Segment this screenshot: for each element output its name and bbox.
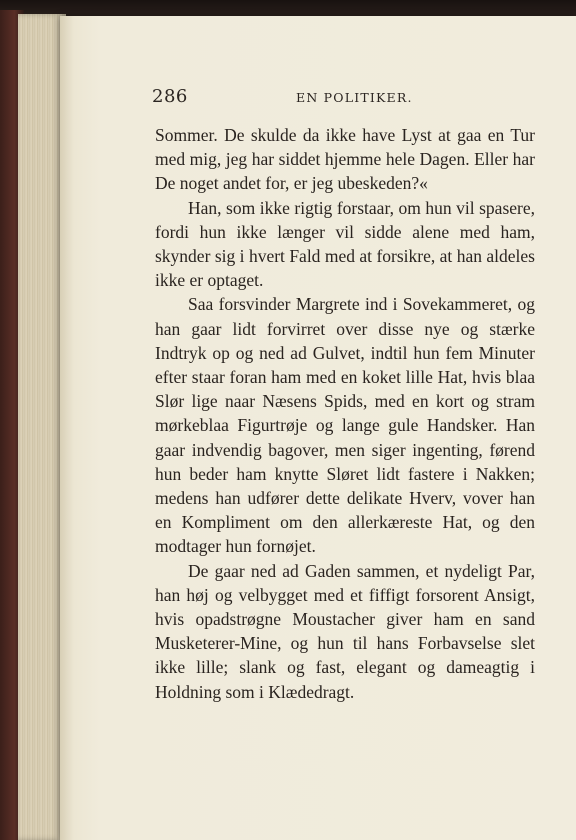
paragraph-4: De gaar ned ad Gaden sammen, et nydeligt Par, han høj og velbygget med et fiffigt forsorent Ansigt, hvis opadstrøgne Moustacher giver ham en sand Musketerer-Mine, og hun til hans Forbavselse slet ikke lille; slank og fast, elegant og dameagtig i Holdning som i Klædedragt.: [155, 560, 535, 702]
paragraph-1: Sommer. De skulde da ikke have Lyst at gaa en Tur med mig, jeg har siddet hjemme hele Dagen. Eller har De noget andet for, er jeg ubeskeden?«: [155, 125, 535, 194]
page-header: [152, 86, 532, 110]
paragraph-2: Han, som ikke rigtig forstaar, om hun vil spasere, fordi hun ikke længer vil sidde alene med ham, skynder sig i hvert Fald med at forsikre, at han aldeles ikke er optaget.: [155, 197, 535, 291]
paragraph-3: Saa forsvinder Margrete ind i Sovekammeret, og han gaar lidt forvirret over disse nye og stærke Indtryk op og ned ad Gulvet, indtil hun fem Minuter efter staar foran ham med en koket lille Hat, hvis blaa Slør lige naar Næsens Spids, med en kort og stram mørkeblaa Figurtrøje og lange gule Handsker. Han gaar indvendig bagover, men siger ingenting, førend hun beder ham knytte Sløret lidt fastere i Nakken; medens han udfører dette delikate Hverv, vover han en Kompliment om den allerkæreste Hat, og den modtager hun fornøjet.: [155, 294, 535, 557]
page-number: 286: [152, 86, 188, 107]
running-head: EN POLITIKER.: [296, 90, 413, 105]
body-text: [155, 123, 535, 704]
page-edges: [18, 14, 66, 840]
